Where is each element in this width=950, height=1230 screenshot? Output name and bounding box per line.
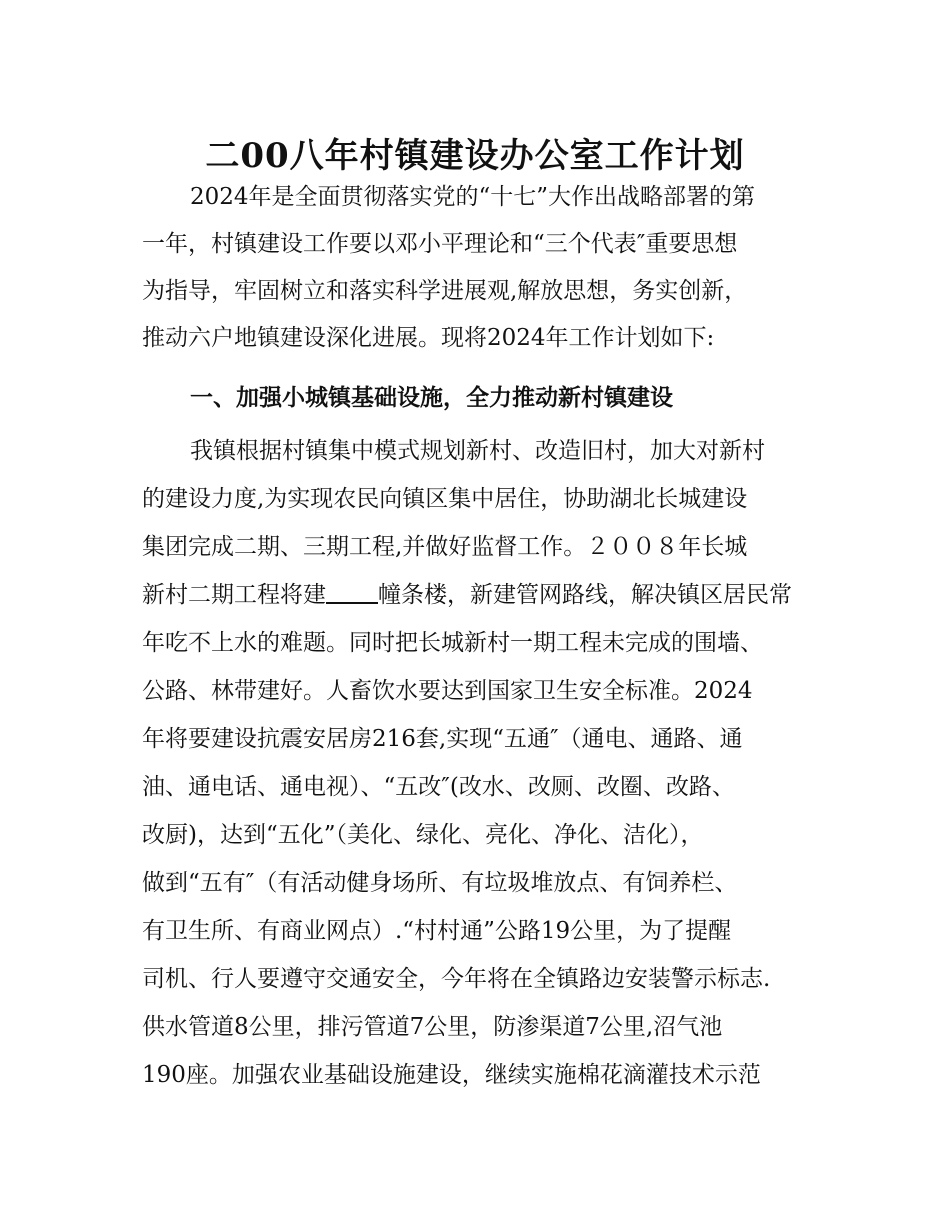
body-line: 年吃不上水的难题。同时把长城新村一期工程未完成的围墙、 (142, 630, 763, 656)
fill-in-blank (326, 580, 378, 604)
body-line: 年将要建设抗震安居房216套,实现“五通″（通电、通路、通 (142, 726, 743, 752)
document-title: 二00八年村镇建设办公室工作计划 (205, 136, 745, 176)
body-line: 油、通电话、通电视）、“五改″(改水、改厕、改圈、改路、 (142, 774, 735, 800)
body-line: 有卫生所、有商业网点）.“村村通”公路19公里，为了提醒 (142, 918, 732, 944)
intro-line: 一年，村镇建设工作要以邓小平理论和“三个代表″重要思想 (142, 231, 738, 257)
body-line: 司机、行人要遵守交通安全，今年将在全镇路边安装警示标志. (142, 966, 771, 992)
intro-line: 2024年是全面贯彻落实党的“十七”大作出战略部署的第 (190, 184, 756, 210)
body-text: 幢条楼，新建管网路线，解决镇区居民常 (378, 582, 792, 608)
body-line: 190座。加强农业基础设施建设，继续实施棉花滴灌技术示范 (142, 1062, 761, 1088)
body-line: 公路、林带建好。人畜饮水要达到国家卫生安全标准。2024 (142, 678, 753, 704)
intro-line: 为指导，牢固树立和落实科学进展观,解放思想，务实创新， (142, 278, 748, 304)
body-line: 改厨)，达到“五化”（美化、绿化、亮化、净化、洁化）， (142, 822, 704, 848)
section-heading: 一、加强小城镇基础设施，全力推动新村镇建设 (190, 384, 673, 411)
body-line: 我镇根据村镇集中模式规划新村、改造旧村，加大对新村 (190, 438, 765, 464)
body-line: 集团完成二期、三期工程,并做好监督工作。２００８年长城 (142, 534, 748, 560)
body-line (142, 580, 792, 610)
body-line: 做到“五有″（有活动健身场所、有垃圾堆放点、有饲养栏、 (142, 870, 738, 896)
intro-line: 推动六户地镇建设深化进展。现将2024年工作计划如下: (142, 325, 715, 351)
body-line: 的建设力度,为实现农民向镇区集中居住，协助湖北长城建设 (142, 486, 748, 512)
body-line: 供水管道8公里，排污管道7公里，防渗渠道7公里,沼气池 (142, 1014, 723, 1040)
body-text: 新村二期工程将建 (142, 582, 326, 608)
